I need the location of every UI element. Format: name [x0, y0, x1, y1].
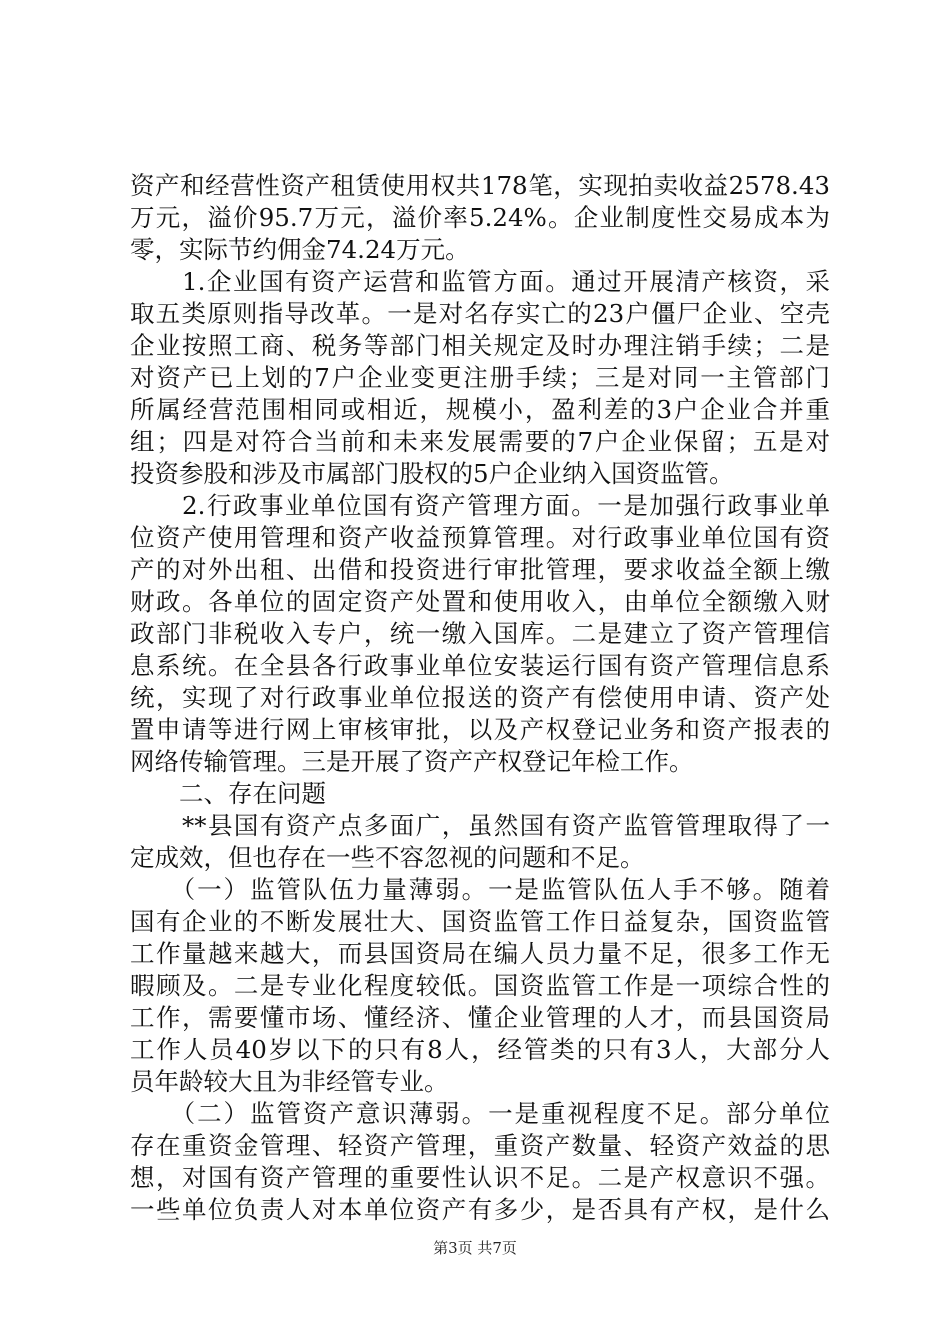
text-line: 万元，溢价95.7万元，溢价率5.24%。企业制度性交易成本为: [130, 203, 830, 232]
text-line: 工作量越来越大，而县国资局在编人员力量不足，很多工作无: [130, 939, 830, 968]
text-line: 员年龄较大且为非经管专业。: [130, 1067, 449, 1096]
text-line: 财政。各单位的固定资产处置和使用收入，由单位全额缴入财: [130, 587, 830, 616]
text-line: 国有企业的不断发展壮大、国资监管工作日益复杂，国资监管: [130, 907, 830, 936]
text-line: 所属经营范围相同或相近，规模小，盈利差的3户企业合并重: [130, 395, 830, 424]
text-line: 对资产已上划的7户企业变更注册手续；三是对同一主管部门: [130, 363, 830, 392]
text-line: 企业按照工商、税务等部门相关规定及时办理注销手续；二是: [130, 331, 830, 360]
text-line: （二）监管资产意识薄弱。一是重视程度不足。部分单位: [130, 1099, 830, 1128]
text-line: 一些单位负责人对本单位资产有多少，是否具有产权，是什么: [130, 1195, 830, 1224]
text-line: 资产和经营性资产租赁使用权共178笔，实现拍卖收益2578.43: [130, 171, 830, 200]
text-line: 二、存在问题: [130, 779, 326, 808]
text-line: 网络传输管理。三是开展了资产产权登记年检工作。: [130, 747, 694, 776]
text-line: （一）监管队伍力量薄弱。一是监管队伍人手不够。随着: [130, 875, 830, 904]
document-body: [130, 170, 830, 1226]
page-footer: 第3页 共7页: [433, 1239, 517, 1257]
text-line: 想，对国有资产管理的重要性认识不足。二是产权意识不强。: [130, 1163, 830, 1192]
text-line: 工作，需要懂市场、懂经济、懂企业管理的人才，而县国资局: [130, 1003, 830, 1032]
text-line: 产的对外出租、出借和投资进行审批管理，要求收益全额上缴: [130, 555, 830, 584]
text-line: 位资产使用管理和资产收益预算管理。对行政事业单位国有资: [130, 523, 830, 552]
text-line: 投资参股和涉及市属部门股权的5户企业纳入国资监管。: [130, 459, 734, 488]
text-line: 政部门非税收入专户，统一缴入国库。二是建立了资产管理信: [130, 619, 830, 648]
text-line: 取五类原则指导改革。一是对名存实亡的23户僵尸企业、空壳: [130, 299, 830, 328]
text-line: 零，实际节约佣金74.24万元。: [130, 235, 470, 264]
text-line: 存在重资金管理、轻资产管理，重资产数量、轻资产效益的思: [130, 1131, 830, 1160]
text-line: 2.行政事业单位国有资产管理方面。一是加强行政事业单: [130, 491, 830, 520]
text-line: 定成效，但也存在一些不容忽视的问题和不足。: [130, 843, 645, 872]
text-line: 组；四是对符合当前和未来发展需要的7户企业保留；五是对: [130, 427, 830, 456]
text-line: 息系统。在全县各行政事业单位安装运行国有资产管理信息系: [130, 651, 830, 680]
text-line: 1.企业国有资产运营和监管方面。通过开展清产核资，采: [130, 267, 830, 296]
text-line: **县国有资产点多面广，虽然国有资产监管管理取得了一: [130, 811, 830, 840]
text-line: 置申请等进行网上审核审批，以及产权登记业务和资产报表的: [130, 715, 830, 744]
text-line: 暇顾及。二是专业化程度较低。国资监管工作是一项综合性的: [130, 971, 830, 1000]
text-line: 工作人员40岁以下的只有8人，经管类的只有3人，大部分人: [130, 1035, 830, 1064]
text-line: 统，实现了对行政事业单位报送的资产有偿使用申请、资产处: [130, 683, 830, 712]
